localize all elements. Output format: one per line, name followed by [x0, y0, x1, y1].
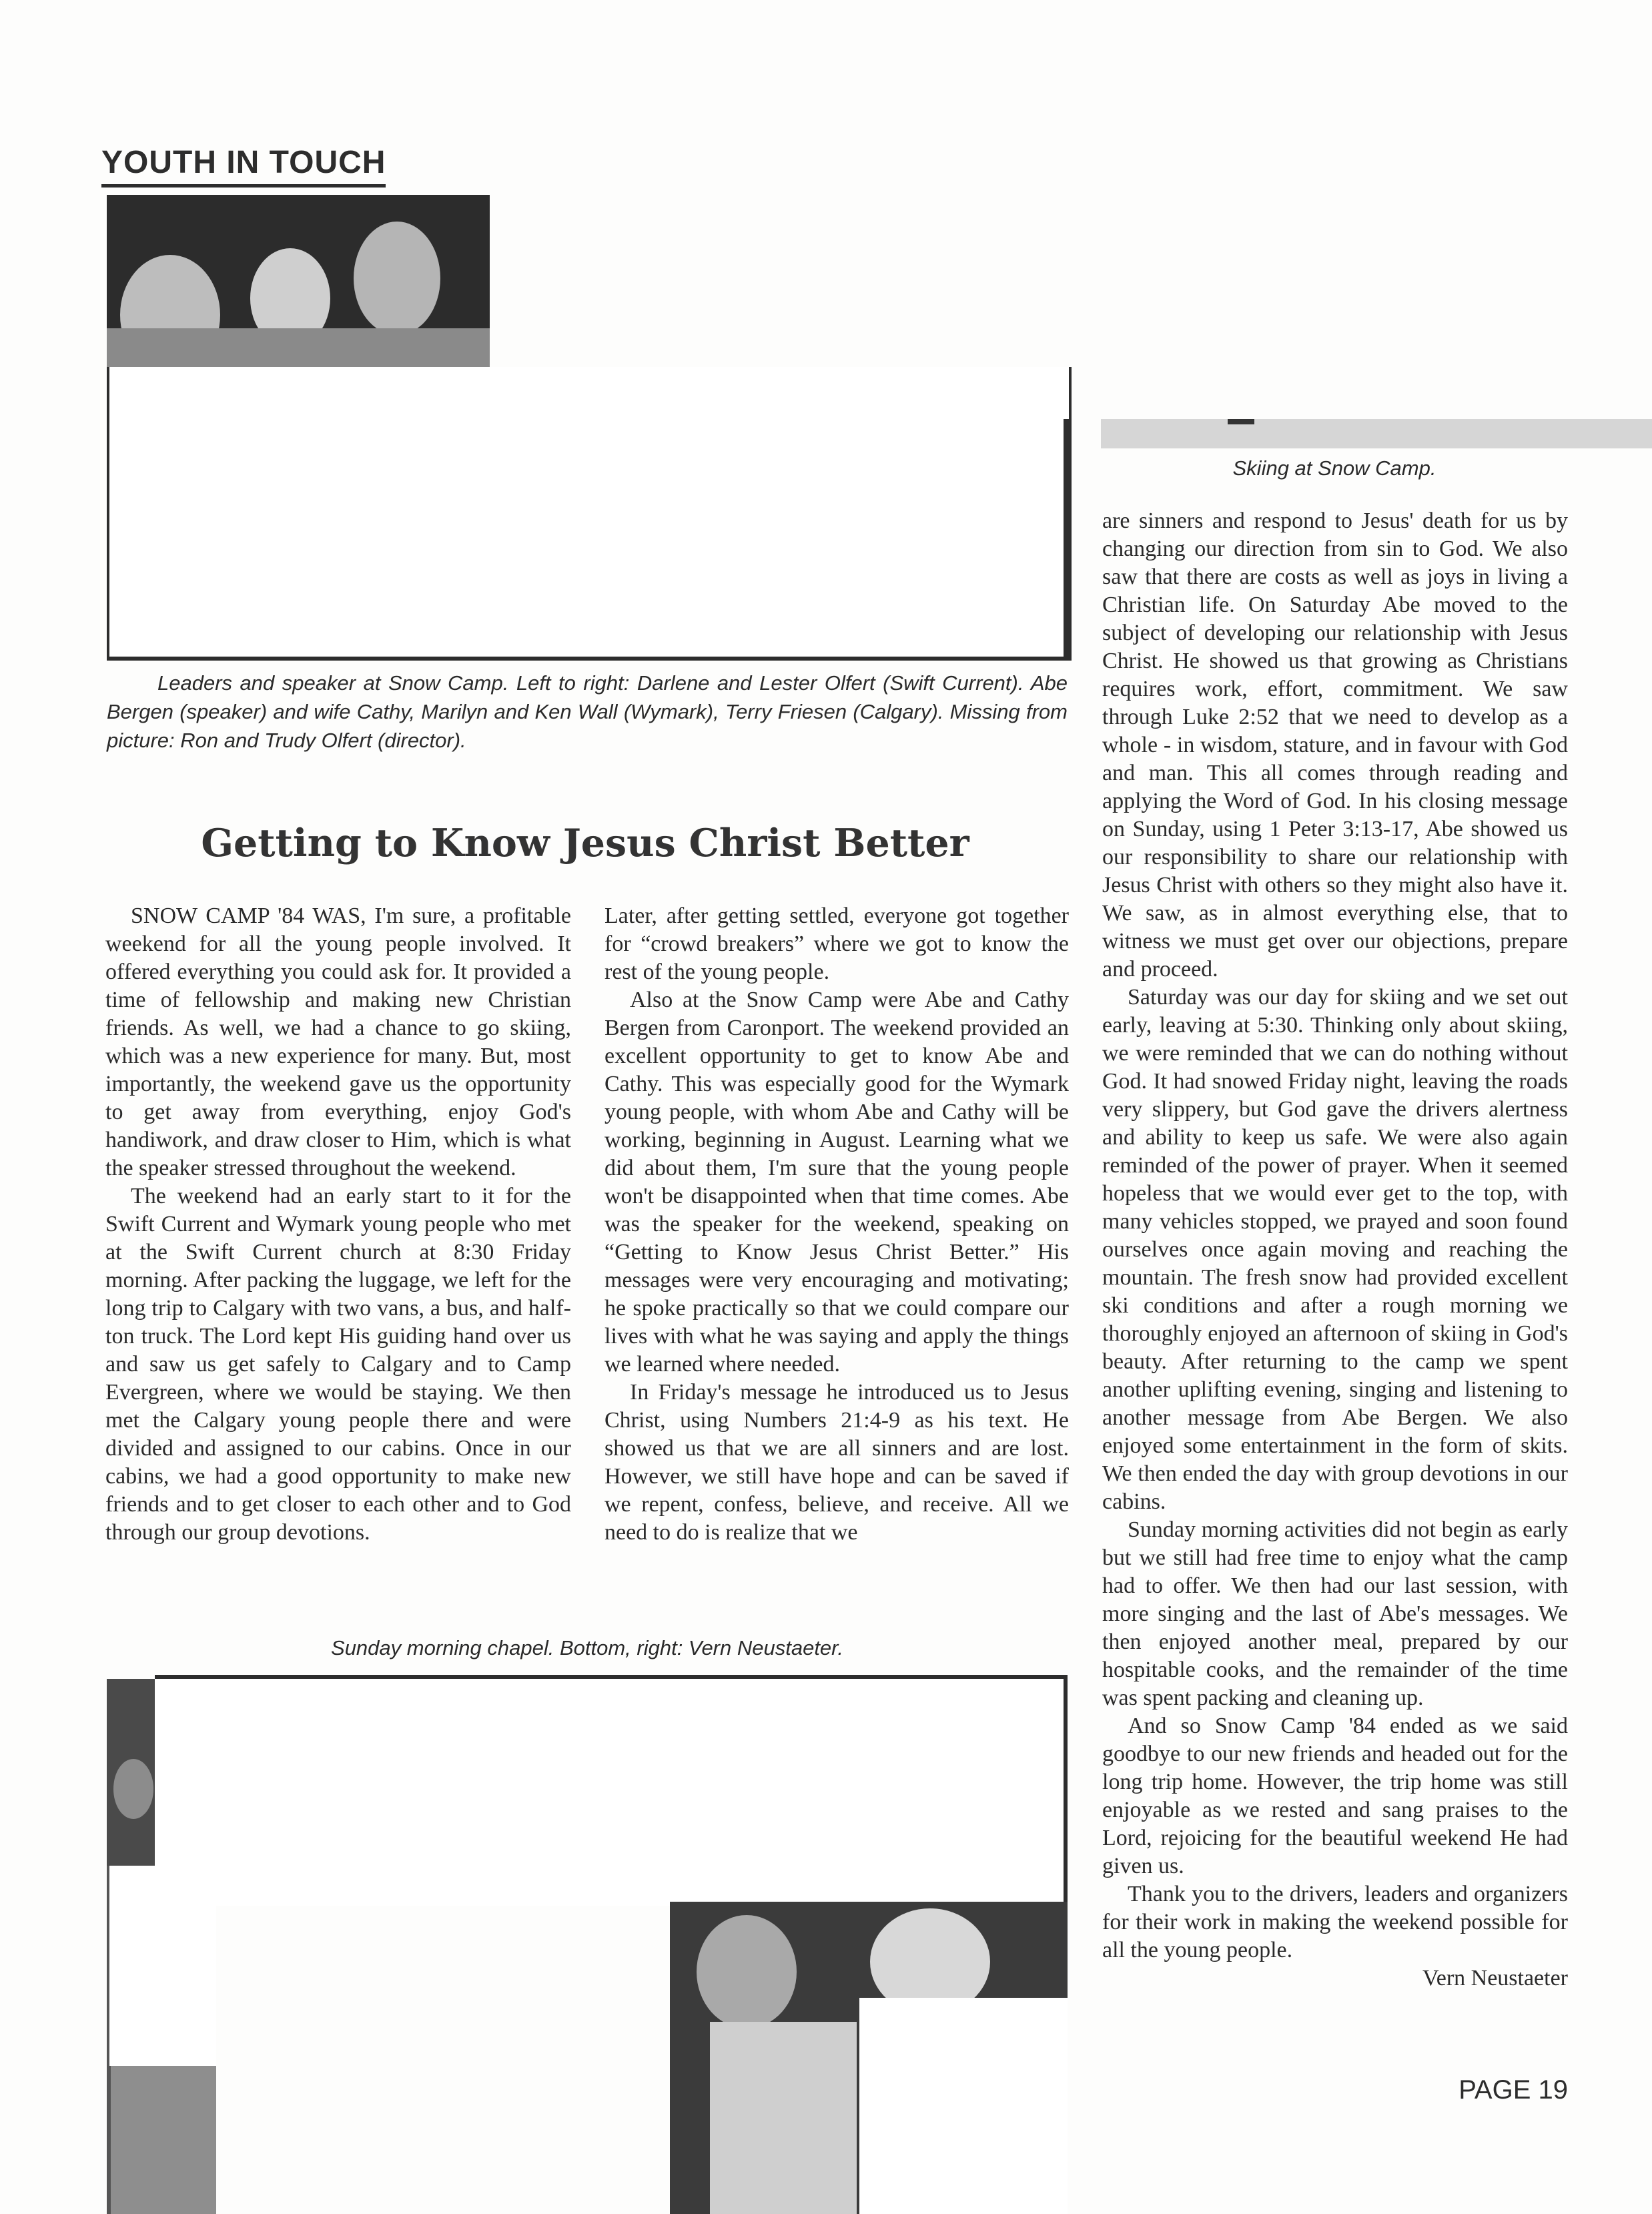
- paragraph: are sinners and respond to Jesus' death for us by changing our direction from sin to God. We also saw that there are costs as well as joys in living a Christian life. On Saturday Abe moved to the subject of developing our relationship with Jesus Christ. He showed us that growing as Christians requires work, effort, commitment. We saw through Luke 2:52 that we need to develop as a whole - in wisdom, stature, and in favour with God and man. This all comes through reading and applying the Word of God. In his closing message on Sunday, using 1 Peter 3:13-17, Abe showed us our responsibility to share our relationship with Jesus Christ with others so they might also have it. We saw, as in almost everything else, that to witness we must get over our objections, prepare and proceed.: [1102, 508, 1568, 982]
- chapel-photo-frame: [155, 1675, 1068, 1906]
- article-column-3: [1102, 507, 1568, 1992]
- paragraph: Later, after getting settled, everyone got together for “crowd breakers” where we got to know the rest of the young people.: [604, 903, 1069, 984]
- skiing-photo: [1101, 419, 1652, 448]
- section-header: YOUTH IN TOUCH: [101, 143, 386, 188]
- article-column-2: [604, 902, 1069, 1547]
- paragraph: The weekend had an early start to it for the Swift Current and Wymark young people who met at the Swift Current church at 8:30 Friday morning. After packing the luggage, we left for the long trip to Calgary with two vans, a bus, and half-ton truck. The Lord kept His guiding hand over us and saw us get safely to Calgary and to Camp Evergreen, where we would be staying. We then met the Calgary young people there and were divided and assigned to our cabins. Once in our cabins, we had a good opportunity to make new friends and to get closer to each other and to God through our group devotions.: [105, 1184, 571, 1545]
- paragraph: SNOW CAMP '84 WAS, I'm sure, a profitable weekend for all the young people involved. It offered everything you could ask for. It provided a time of fellowship and making new Christian friends. As well, we had a chance to go skiing, which was a new experience for many. But, most importantly, the weekend gave us the opportunity to get away from everything, enjoy God's handiwork, and draw closer to Him, which is what the speaker stressed throughout the weekend.: [105, 903, 571, 1180]
- paragraph: And so Snow Camp '84 ended as we said goodbye to our new friends and headed out for the long trip home. However, the trip home was still enjoyable as we rested and sang praises to the Lord, rejoicing for the beautiful weekend He had given us.: [1102, 1714, 1568, 1878]
- paragraph: Thank you to the drivers, leaders and organizers for their work in making the weekend possible for all the young people.: [1102, 1882, 1568, 1962]
- chapel-photo-left-strip: [107, 1679, 155, 1866]
- paragraph: In Friday's message he introduced us to Jesus Christ, using Numbers 21:4-9 as his text. He showed us that we are all sinners and are lost. However, we still have hope and can be saved if we repent, confess, believe, and receive. All we need to do is realize that we: [604, 1380, 1069, 1545]
- leaders-photo-frame-cap: [107, 367, 1066, 420]
- frame-edge: [1064, 419, 1069, 661]
- chapel-photo-caption: Sunday morning chapel. Bottom, right: Vern Neustaeter.: [331, 1636, 843, 1659]
- chapel-photo-lower-right: [670, 1902, 1068, 2214]
- leaders-photo-caption: Leaders and speaker at Snow Camp. Left to right: Darlene and Lester Olfert (Swift Current). Abe Bergen (speaker) and wife Cathy, Marilyn and Ken Wall (Wymark), Terry Friesen (Calgary). Missing from picture: Ron and Trudy Olfert (director).: [107, 671, 1068, 752]
- author-signature: Vern Neustaeter: [1422, 1966, 1568, 1990]
- skiing-photo-caption: Skiing at Snow Camp.: [1232, 456, 1436, 480]
- article-column-1: [105, 902, 571, 1547]
- frame-edge-left: [107, 367, 109, 661]
- page-number: PAGE 19: [1459, 2075, 1568, 2105]
- chapel-photo-blank: [109, 1866, 216, 2066]
- leaders-photo: [107, 195, 490, 367]
- article-title: Getting to Know Jesus Christ Better: [201, 821, 969, 865]
- paragraph: Sunday morning activities did not begin as early but we still had free time to enjoy what the camp had to offer. We then had our last session, with more singing and the last of Abe's messages. We then enjoyed another meal, prepared by our hospitable cooks, and the remainder of the time was spent packing and cleaning up.: [1102, 1517, 1568, 1710]
- paragraph: Also at the Snow Camp were Abe and Cathy Bergen from Caronport. The weekend provided an excellent opportunity to get to know Abe and Cathy. This was especially good for the Wymark young people, with whom Abe and Cathy will be working, beginning in August. Learning what we did about them, I'm sure that the young people won't be disappointed when that time comes. Abe was the speaker for the weekend, speaking on “Getting to Know Jesus Christ Better.” His messages were very encouraging and motivating; he spoke practically so that we could compare our lives with what he was saying and apply the things we learned where needed.: [604, 988, 1069, 1377]
- paragraph: Saturday was our day for skiing and we set out early, leaving at 5:30. Thinking only about skiing, we were reminded that we can do nothing without God. It had snowed Friday night, leaving the roads very slippery, but God gave the drivers alertness and ability to keep us safe. We were also again reminded of the power of prayer. When it seemed hopeless that we would ever get to the top, with many vehicles stopped, we prayed and soon found ourselves once again moving and reaching the mountain. The fresh snow had provided excellent ski conditions and after a rough morning we thoroughly enjoyed an afternoon of skiing in God's beauty. After returning to the camp we spent another uplifting evening, singing and listening to another message from Abe Bergen. We also enjoyed some entertainment in the form of skits. We then ended the day with group devotions in our cabins.: [1102, 985, 1568, 1514]
